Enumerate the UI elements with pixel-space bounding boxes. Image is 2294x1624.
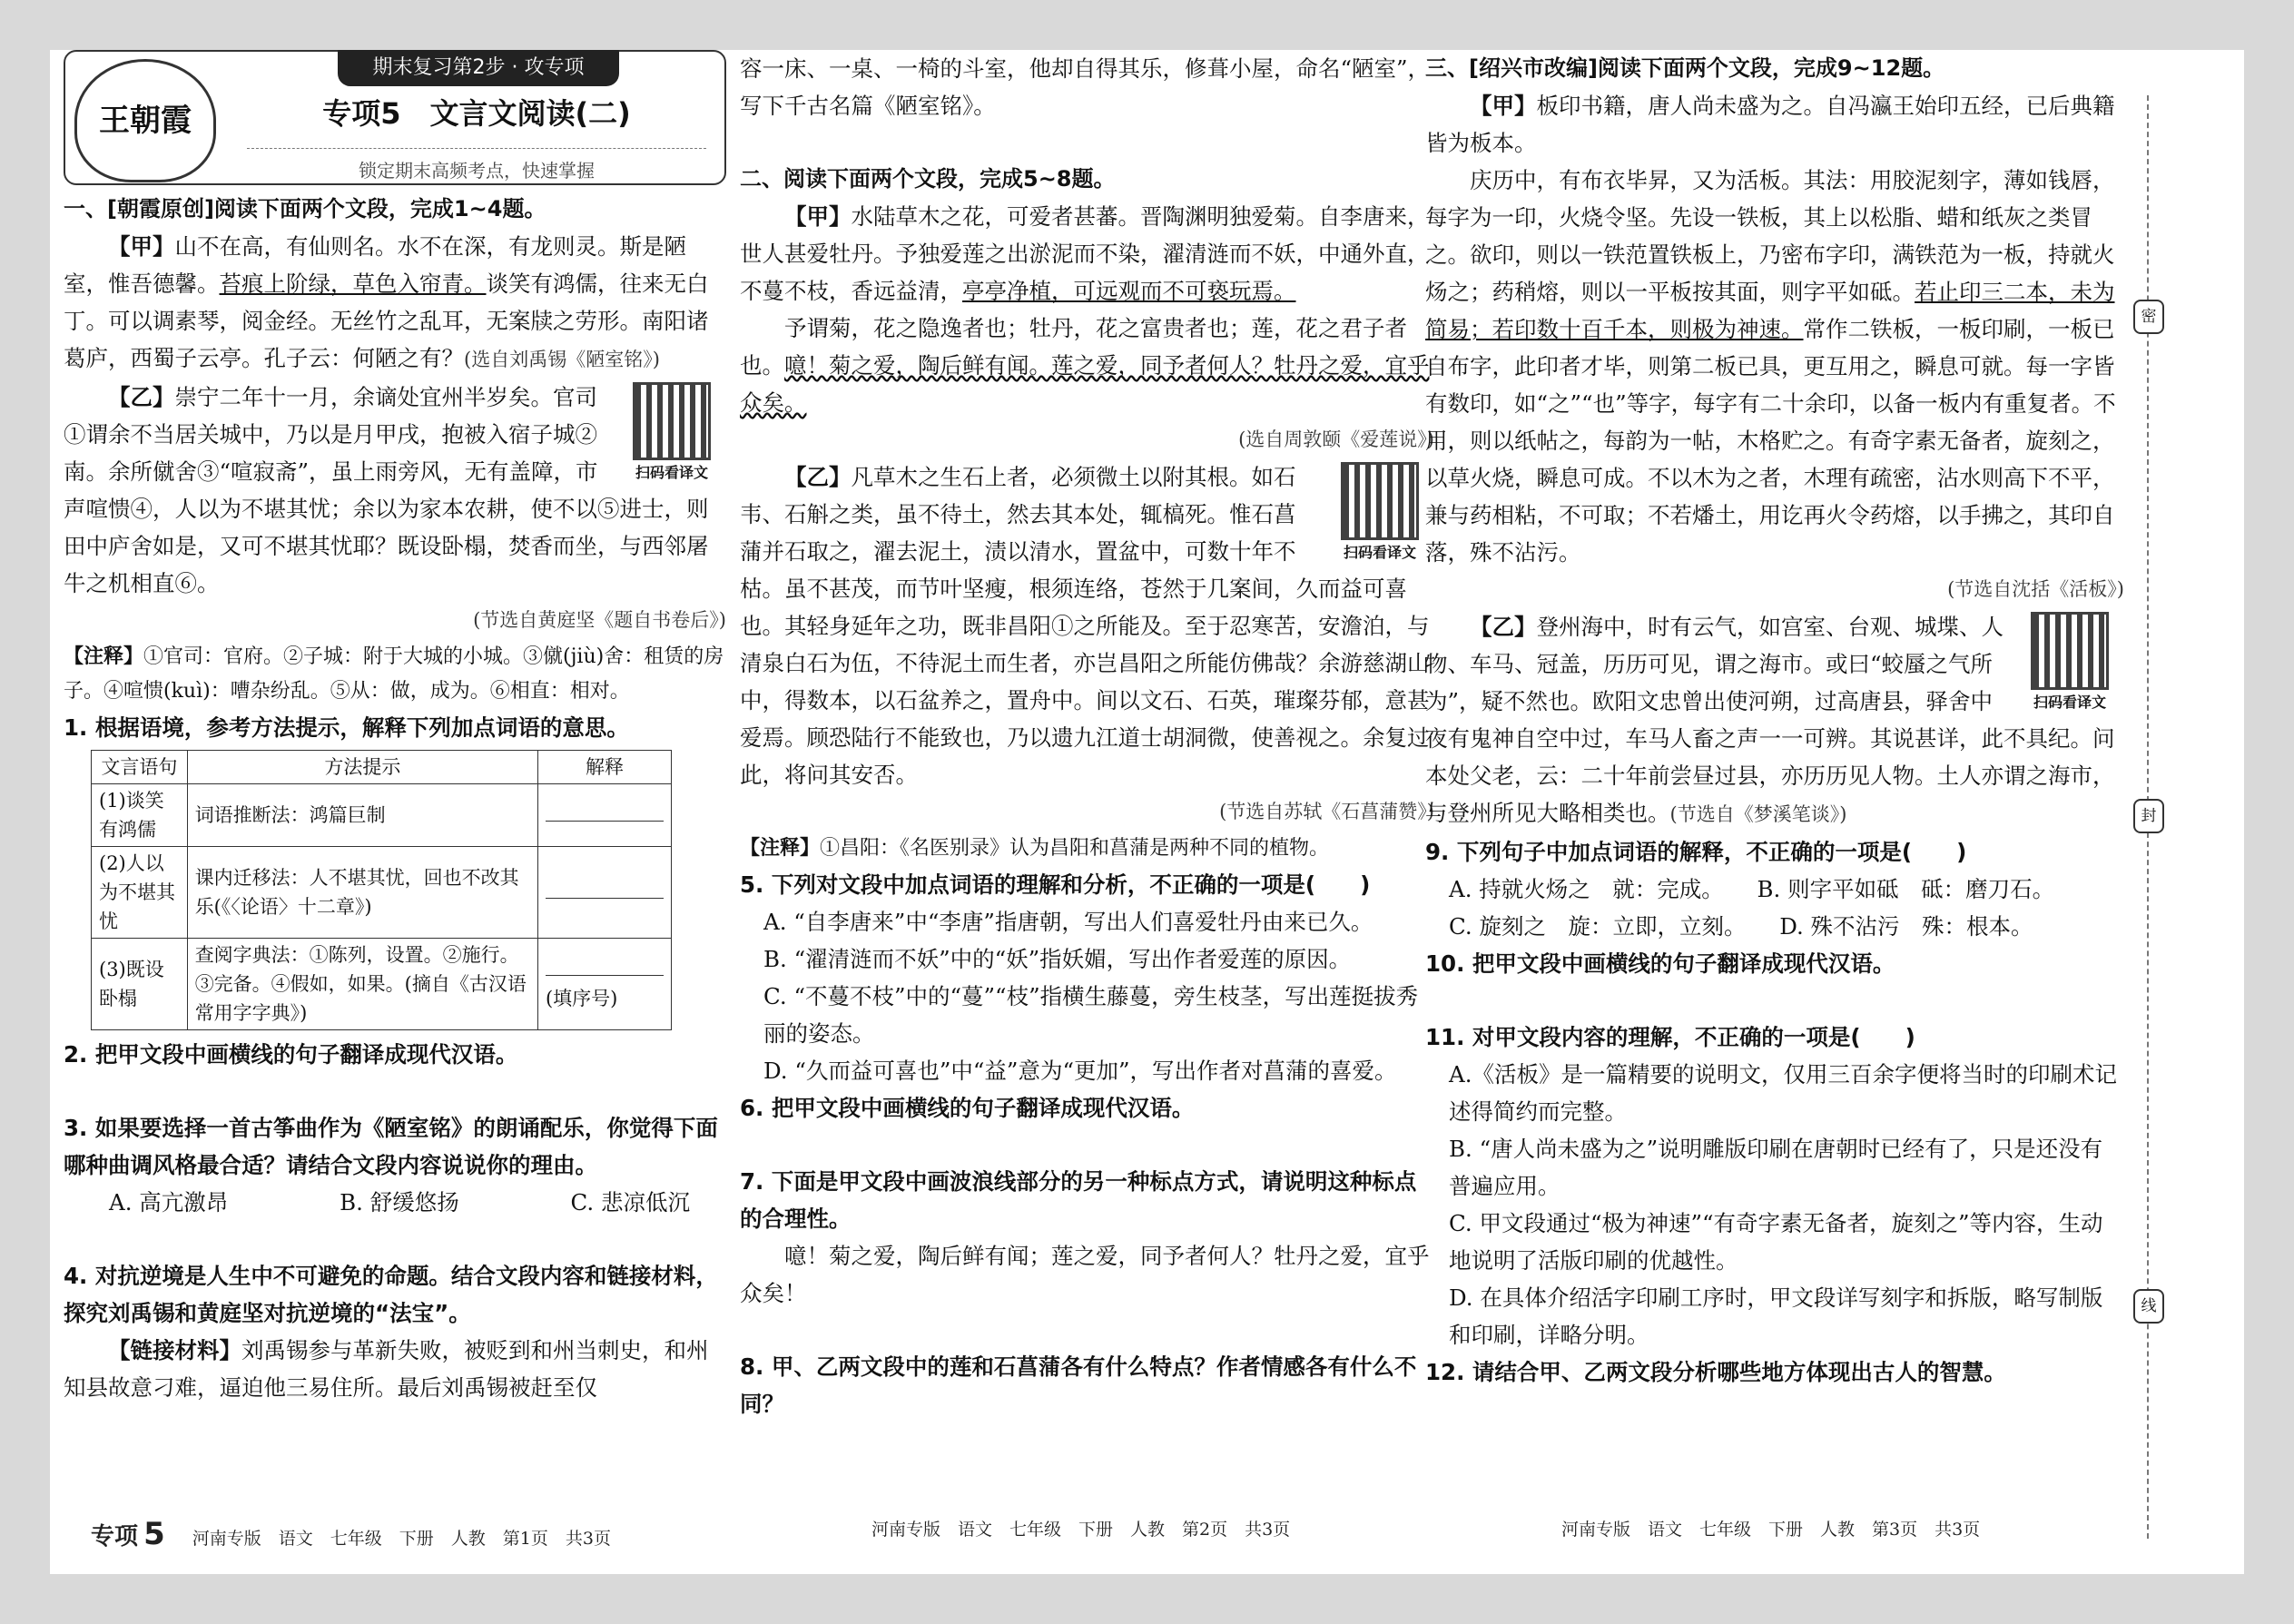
note-tag: 【注释】 [740, 836, 821, 860]
column-2 [740, 50, 1434, 1422]
section-3-heading: 三、[绍兴市改编]阅读下面两个文段，完成9~12题。 [1425, 55, 1945, 81]
yi-text: 凡草木之生石上者，必须微土以附其根。如石韦、石斛之类，虽不待土，然去其本处，辄槁死。惟石菖蒲并石取之，濯去泥土，渍以清水，置盆中，可数十年不枯。虽不甚茂，而节叶坚瘦，根须连络，苍然于几案间，久而益可喜也。其轻身延年之功，既非昌阳①之所能及。至于忍寒苦，安澹泊，与清泉白石为伍，不待泥土而生者，亦岂昌阳之所能仿佛哉？余游慈湖山中，得数本，以石盆养之，置舟中。间以文石、石英，璀璨芬郁，意甚爱焉。顾恐陆行不能致也，乃以遗九江道士胡洞微，使善视之。余复过此，将问其安否。 [740, 464, 1430, 788]
jia-source: (选自刘禹锡《陋室铭》) [464, 349, 660, 370]
table-row [92, 784, 672, 847]
jia-source: (选自周敦颐《爱莲说》) [1238, 428, 1434, 450]
answer-space[interactable] [64, 1073, 726, 1109]
answer-space[interactable] [64, 1221, 726, 1257]
link-material [64, 1332, 726, 1406]
jia-underlined-sentence: 亭亭净植，可远观而不可亵玩焉。 [962, 278, 1296, 304]
note-tag: 【注释】 [64, 645, 144, 668]
passage-1-jia [64, 228, 726, 379]
brand-logo: 王朝霞 [74, 59, 216, 182]
question-11: 11. 对甲文段内容的理解，不正确的一项是( ) [1425, 1024, 1915, 1050]
qr-label: 扫码看译文 [1343, 544, 1416, 561]
question-10: 10. 把甲文段中画横线的句子翻译成现代汉语。 [1425, 950, 1895, 977]
question-2: 2. 把甲文段中画横线的句子翻译成现代汉语。 [64, 1041, 518, 1068]
header-slogan: 锁定期末高频考点，快速掌握 [247, 148, 706, 190]
option[interactable]: C. 甲文段通过“极为神速”“有奇字素无备者，旋刻之”等内容，生动地说明了活版印刷的优越性。 [1449, 1210, 2103, 1274]
question-7: 7. 下面是甲文段中画波浪线部分的另一种标点方式，请说明这种标点的合理性。 [740, 1168, 1417, 1232]
question-1: 1. 根据语境，参考方法提示，解释下列加点词语的意思。 [64, 714, 629, 741]
option[interactable]: B. “唐人尚未盛为之”说明雕版印刷在唐朝时已经有了，只是还没有普遍应用。 [1449, 1136, 2103, 1199]
jia-source: (节选自沈括《活板》) [1947, 578, 2124, 600]
table-row [92, 847, 672, 939]
section-header [64, 50, 726, 185]
qr-code-1[interactable] [617, 382, 726, 482]
q3-options [64, 1184, 726, 1221]
footer-page-2: 河南专版 语文 七年级 下册 人教 第2页 共3页 [871, 1520, 1291, 1540]
link-text: 刘禹锡参与革新失败，被贬到和州当刺史，和州知县故意刁难，逼迫他三易住所。最后刘禹锡被赶至仅 [64, 1337, 709, 1401]
notes-2 [740, 831, 1434, 866]
jia-text-2: 谈笑有鸿儒，往来无白丁。可以调素琴，阅金经。无丝竹之乱耳，无案牍之劳形。南阳诸葛庐，西蜀子云亭。孔子云：何陋之有？ [64, 271, 709, 371]
option[interactable]: B. “濯清涟而不妖”中的“妖”指妖媚，写出作者爱莲的原因。 [763, 946, 1352, 972]
q9-options-row [1425, 908, 2124, 945]
table-cell: 查阅字典法：①陈列，设置。②施行。③完备。④假如，如果。(摘自《古汉语常用字字典》) [187, 939, 537, 1030]
link-tag: 【链接材料】 [108, 1337, 241, 1363]
section-2-heading: 二、阅读下面两个文段，完成5~8题。 [740, 166, 1116, 192]
option[interactable]: C. 旋刻之 旋：立即，立刻。 [1449, 913, 1736, 940]
jia-p2: 予谓菊，花之隐逸者也；牡丹，花之富贵者也；莲，花之君子者也。 [740, 315, 1407, 379]
header-banner: 期末复习第2步 · 攻专项 [338, 50, 619, 86]
option[interactable]: B. 则字平如砥 砥：磨刀石。 [1757, 876, 2055, 902]
q7-quote: 噫！菊之爱，陶后鲜有闻；莲之爱，同予者何人？牡丹之爱，宜乎众矣！ [740, 1243, 1430, 1306]
qr-image [633, 382, 711, 460]
jia-wavy-sentence: 噫！菊之爱，陶后鲜有闻。莲之爱，同予者何人？牡丹之爱，宜乎众矣。 [740, 352, 1430, 416]
link-continuation: 容一床、一桌、一椅的斗室，他却自得其乐，修葺小屋，命名“陋室”，写下千古名篇《陋室铭》。 [740, 55, 1431, 119]
option[interactable]: B. 舒缓悠扬 [340, 1189, 459, 1216]
answer-hint: (填序号) [545, 988, 618, 1009]
footer-number: 5 [143, 1516, 165, 1552]
option[interactable]: D. 殊不沾污 殊：根本。 [1779, 913, 2033, 940]
note-text: ①昌阳：《名医别录》认为昌阳和菖蒲是两种不同的植物。 [820, 837, 1330, 860]
passage-2-jia-p2 [740, 310, 1434, 421]
yi-source: (节选自苏轼《石菖蒲赞》) [1219, 801, 1434, 822]
jia-p2-b: 常作二铁板，一板印刷，一板已自布字，此印者才毕，则第二板已具，更互用之，瞬息可就。每一字皆有数印，如“之”“也”等字，每字有二十余印，以备一板内有重复者。不用，则以纸帖之，每韵为一帖，木格贮之。有奇字素无备者，旋刻之，以草火烧，瞬息可成。不以木为之者，木理有疏密，沾水则高下不平，兼与药相粘，不可取；不若燔土，用讫再火令药熔，以手拂之，其印自落，殊不沾污。 [1425, 316, 2116, 566]
table-cell: (1)谈笑有鸿儒 [92, 784, 188, 847]
jia-underlined-sentence: 苔痕上阶绿，草色入帘青。 [219, 271, 487, 297]
yi-source: (节选自《梦溪笔谈》) [1669, 803, 1847, 825]
table-header: 方法提示 [187, 751, 537, 784]
table-header: 解释 [537, 751, 671, 784]
answer-blank[interactable] [546, 880, 664, 899]
qr-image [1341, 462, 1419, 540]
answer-space[interactable] [1425, 982, 2124, 1019]
jia-p1: 水陆草木之花，可爱者甚蕃。晋陶渊明独爱菊。自李唐来，世人甚爱牡丹。予独爱莲之出淤泥而不染，濯清涟而不妖，中通外直，不蔓不枝，香远益清， [740, 203, 1430, 304]
question-3: 3. 如果要选择一首古筝曲作为《陋室铭》的朗诵配乐，你觉得下面哪种曲调风格最合适？请结合文段内容说说你的理由。 [64, 1115, 718, 1178]
spacer [740, 124, 1434, 161]
footer-label: 专项 [91, 1523, 139, 1550]
table-cell: 课内迁移法：人不堪其忧，回也不改其乐(《〈论语〉十二章》) [187, 847, 537, 939]
answer-cell[interactable] [537, 784, 671, 847]
answer-blank[interactable] [546, 957, 664, 976]
option[interactable]: A. “自李唐来”中“李唐”指唐朝，写出人们喜爱牡丹由来已久。 [763, 909, 1373, 935]
qr-code-2[interactable] [1325, 462, 1434, 562]
yi-tag: 【乙】 [1470, 614, 1537, 640]
jia-tag: 【甲】 [784, 203, 852, 230]
passage-2-jia [740, 198, 1434, 310]
qr-label: 扫码看译文 [2033, 694, 2106, 711]
table-cell: (3)既设卧榻 [92, 939, 188, 1030]
notes-1 [64, 639, 726, 709]
question-5: 5. 下列对文段中加点词语的理解和分析，不正确的一项是( ) [740, 871, 1371, 898]
question-4: 4. 对抗逆境是人生中不可避免的命题。结合文段内容和链接材料，探究刘禹锡和黄庭坚对抗逆境的“法宝”。 [64, 1263, 718, 1326]
jia-underlined-sentence: 若止印三二本，未为简易；若印数十百千本，则极为神速。 [1425, 279, 2115, 342]
option[interactable]: C. 悲凉低沉 [570, 1189, 690, 1216]
binder-mark: 密 [2133, 300, 2164, 334]
q9-options-row [1425, 871, 2124, 908]
question-9: 9. 下列句子中加点词语的解释，不正确的一项是( ) [1425, 839, 1967, 865]
question-6: 6. 把甲文段中画横线的句子翻译成现代汉语。 [740, 1095, 1195, 1121]
yi-source: (节选自黄庭坚《题自书卷后》) [473, 609, 726, 631]
option[interactable]: A. 持就火炀之 就：完成。 [1449, 876, 1713, 902]
jia-tag: 【甲】 [108, 233, 175, 260]
page-title: 专项5 文言文阅读(二) [322, 96, 631, 131]
option[interactable]: D. “久而益可喜也”中“益”意为“更加”，写出作者对菖蒲的喜爱。 [763, 1058, 1397, 1084]
jia-p1: 板印书籍，唐人尚未盛为之。自冯瀛王始印五经，已后典籍皆为板本。 [1425, 93, 2115, 156]
answer-cell[interactable] [537, 847, 671, 939]
yi-text: 崇宁二年十一月，余谪处宜州半岁矣。官司①谓余不当居关城中，乃以是月甲戌，抱被入宿子城②南。余所僦舍③“喧寂斋”，虽上雨旁风，无有盖障，市声喧愦④，人以为不堪其忧；余以为家本农耕，使不以⑤进士，则田中庐舍如是，又可不堪其忧耶？既设卧榻，焚香而坐，与西邻屠牛之机相直⑥。 [64, 384, 709, 596]
qr-code-3[interactable] [2015, 612, 2124, 712]
table-header: 文言语句 [92, 751, 188, 784]
qr-label: 扫码看译文 [635, 464, 708, 481]
yi-text: 登州海中，时有云气，如宫室、台观、城堞、人物、车马、冠盖，历历可见，谓之海市。或曰“蛟蜃之气所为”，疑不然也。欧阳文忠曾出使河朔，过高唐县，驿舍中夜有鬼神自空中过，车马人畜之声一一可辨。其说甚详，此不具纪。问本处父老，云：二十年前尝昼过县，亦历历见人物。土人亦谓之海市，与登州所见大略相类也。 [1425, 614, 2115, 826]
answer-space[interactable] [740, 1312, 1434, 1348]
note-text: ①官司：官府。②子城：附于大城的小城。③僦(jiù)舍：租赁的房子。④喧愦(kuì)：嘈杂纷乱。⑤从：做，成为。⑥相直：相对。 [64, 645, 724, 703]
option[interactable]: A.《活板》是一篇精要的说明文，仅用三百余字便将当时的印刷术记述得简约而完整。 [1449, 1061, 2117, 1125]
jia-text-1: 山不在高，有仙则名。水不在深，有龙则灵。斯是陋室，惟吾德馨。 [64, 233, 686, 297]
footer-page-3: 河南专版 语文 七年级 下册 人教 第3页 共3页 [1561, 1520, 1981, 1540]
question-12: 12. 请结合甲、乙两文段分析哪些地方体现出古人的智慧。 [1425, 1359, 2006, 1385]
passage-3-jia [1425, 87, 2124, 162]
section-1-heading: 一、[朝霞原创]阅读下面两个文段，完成1~4题。 [64, 196, 546, 221]
yi-tag: 【乙】 [784, 464, 852, 490]
option[interactable]: D. 在具体介绍活字印刷工序时，甲文段详写刻字和拆版，略写制版和印刷，详略分明。 [1449, 1284, 2103, 1348]
column-1 [64, 50, 726, 1406]
jia-tag: 【甲】 [1470, 93, 1537, 119]
qr-image [2031, 612, 2109, 690]
answer-blank[interactable] [546, 802, 664, 822]
passage-3-jia-p2 [1425, 162, 2124, 571]
table-row [92, 939, 672, 1030]
jia-p2-a: 庆历中，有布衣毕昇，又为活板。其法：用胶泥刻字，薄如钱唇，每字为一印，火烧令坚。先设一铁板，其上以松脂、蜡和纸灰之类冒之。欲印，则以一铁范置铁板上，乃密布字印，满铁范为一板，持就火炀之；药稍熔，则以一平板按其面，则字平如砥。 [1425, 167, 2115, 305]
table-cell: (2)人以为不堪其忧 [92, 847, 188, 939]
question-8: 8. 甲、乙两文段中的莲和石菖蒲各有什么特点？作者情感各有什么不同？ [740, 1353, 1417, 1417]
yi-tag: 【乙】 [108, 384, 175, 410]
column-3 [1425, 50, 2124, 1391]
option[interactable]: C. “不蔓不枝”中的“蔓”“枝”指横生藤蔓，旁生枝茎，写出莲挺拔秀丽的姿态。 [763, 983, 1419, 1047]
answer-space[interactable] [740, 1127, 1434, 1163]
table-cell: 词语推断法：鸿篇巨制 [187, 784, 537, 847]
footer-left [91, 1516, 611, 1552]
vocab-table [91, 750, 672, 1030]
binder-mark: 封 [2133, 799, 2164, 833]
page-info: 河南专版 语文 七年级 下册 人教 第1页 共3页 [192, 1529, 611, 1549]
binder-mark: 线 [2133, 1289, 2164, 1324]
option[interactable]: A. 高亢激昂 [109, 1189, 229, 1216]
answer-cell[interactable] [537, 939, 671, 1030]
